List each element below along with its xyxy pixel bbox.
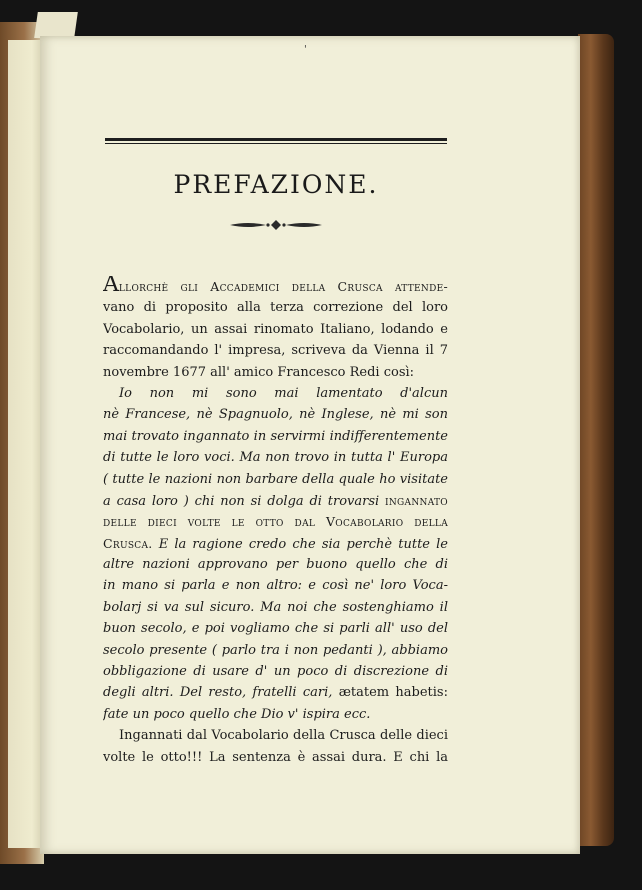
header-rule-thin [105, 143, 447, 144]
text-line: vano di proposito alla terza correzione del loro [103, 300, 448, 316]
quote-line: buon secolo, e poi vogliamo che si parli all' uso del [103, 621, 448, 637]
quote-line: nè Francese, nè Spagnuolo, nè Inglese, nè mi son [103, 407, 448, 423]
quote-line: Crusca. E la ragione credo che sia perchè tutte le [103, 535, 448, 552]
quote-line: fate un poco quello che Dio v' ispira ecc. [103, 706, 371, 722]
text-line: raccomandando l' impresa, scriveva da Vienna il 7 [103, 343, 448, 359]
facing-page-edge [8, 40, 43, 848]
quote-line: bolarj si va sul sicuro. Ma noi che sostenghiamo il [103, 599, 448, 615]
paper-tab [34, 12, 78, 38]
quote-line: altre nazioni approvano per buono quello che di [103, 557, 448, 573]
book-spine [578, 34, 614, 846]
quote-line: di tutte le loro voci. Ma non trovo in tutta l' Europa [103, 450, 448, 466]
page-title: PREFAZIONE. [173, 170, 379, 199]
quote-line: in mano si parla e non altro: e così ne' loro Voca- [103, 578, 448, 594]
text-line: Ingannati dal Vocabolario della Crusca delle dieci [119, 728, 448, 744]
ornament-flourish-icon [228, 219, 324, 231]
quote-line: secolo presente ( parlo tra i non pedanti ), abbiamo [103, 642, 448, 658]
text-line: Allorchè gli Accademici della Crusca attende- [103, 276, 448, 297]
text-line: Vocabolario, un assai rinomato Italiano, lodando e [103, 321, 448, 337]
quote-line: degli altri. Del resto, fratelli cari, ætatem habetis: [103, 685, 448, 701]
quote-line: ( tutte le nazioni non barbare della quale ho visitate [103, 471, 448, 487]
quote-line: Io non mi sono mai lamentato d'alcun [119, 385, 448, 401]
quote-line: a casa loro ) chi non si dolga di trovarsi ingannato [103, 492, 448, 509]
quote-line: mai trovato ingannato in servirmi indifferentemente [103, 428, 448, 444]
text-line: novembre 1677 all' amico Francesco Redi così: [103, 364, 415, 380]
quote-line: obbligazione di usare d' un poco di discrezione di [103, 664, 448, 680]
book-page [40, 36, 580, 854]
page-speck: ' [304, 44, 307, 55]
body-text [103, 276, 448, 768]
quote-line: delle dieci volte le otto dal Vocabolario della [103, 514, 448, 530]
text-line: volte le otto!!! La sentenza è assai dura. E chi la [103, 749, 448, 765]
header-rule-thick [105, 138, 447, 141]
